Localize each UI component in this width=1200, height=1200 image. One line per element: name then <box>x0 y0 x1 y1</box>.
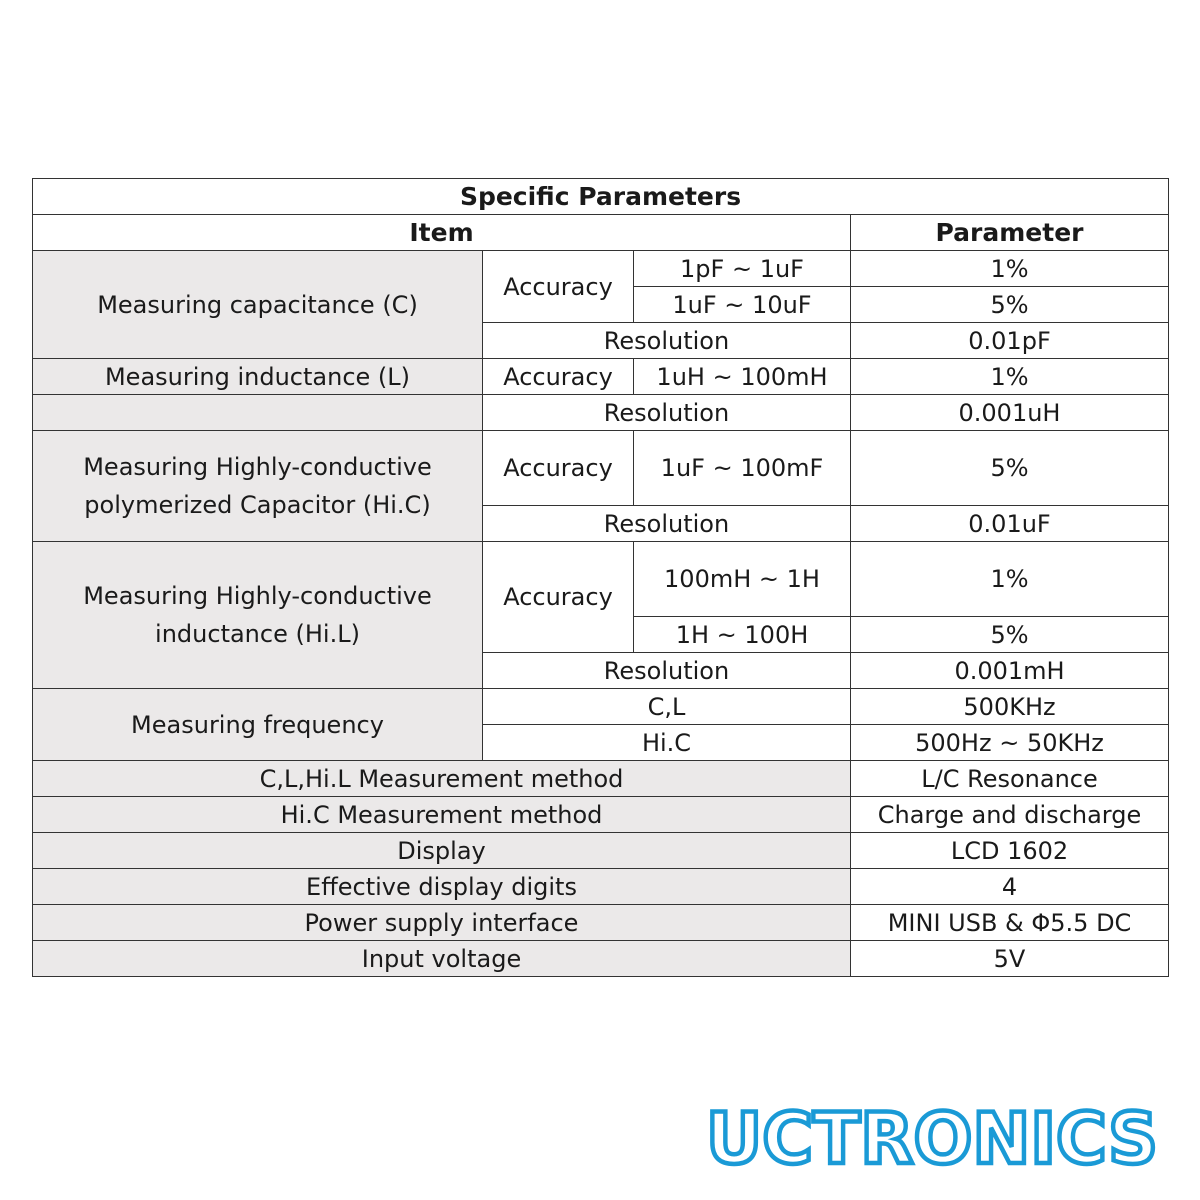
row-value: LCD 1602 <box>851 833 1169 869</box>
table-row <box>33 941 1169 977</box>
header-parameter: Parameter <box>851 215 1169 251</box>
hic-label-line-1: Measuring Highly-conductive <box>83 453 432 481</box>
hil-range-2: 1H ~ 100H <box>634 617 851 653</box>
capacitance-accuracy-label: Accuracy <box>483 251 634 323</box>
hil-accuracy-label: Accuracy <box>483 542 634 653</box>
hic-range-1: 1uF ~ 100mF <box>634 431 851 506</box>
row-value: L/C Resonance <box>851 761 1169 797</box>
hic-label-line-2: polymerized Capacitor (Hi.C) <box>84 491 431 519</box>
capacitance-resolution-label: Resolution <box>483 323 851 359</box>
row-item: Display <box>33 833 851 869</box>
row-value: 4 <box>851 869 1169 905</box>
specific-parameters-table <box>32 178 1169 977</box>
row-item: Hi.C Measurement method <box>33 797 851 833</box>
hil-label <box>33 542 483 689</box>
frequency-value-2: 500Hz ~ 50KHz <box>851 725 1169 761</box>
hic-resolution-label: Resolution <box>483 506 851 542</box>
frequency-sub-1: C,L <box>483 689 851 725</box>
row-item: Input voltage <box>33 941 851 977</box>
row-value: Charge and discharge <box>851 797 1169 833</box>
capacitance-label: Measuring capacitance (C) <box>33 251 483 359</box>
inductance-empty-cell <box>33 395 483 431</box>
inductance-resolution-label: Resolution <box>483 395 851 431</box>
frequency-sub-2: Hi.C <box>483 725 851 761</box>
inductance-label: Measuring inductance (L) <box>33 359 483 395</box>
capacitance-resolution-value: 0.01pF <box>851 323 1169 359</box>
table-row <box>33 869 1169 905</box>
capacitance-range-2: 1uF ~ 10uF <box>634 287 851 323</box>
hil-resolution-value: 0.001mH <box>851 653 1169 689</box>
logo-text: UCTRONICS <box>706 1105 1158 1171</box>
table-title: Specific Parameters <box>33 179 1169 215</box>
inductance-range-1: 1uH ~ 100mH <box>634 359 851 395</box>
frequency-label: Measuring frequency <box>33 689 483 761</box>
hic-resolution-value: 0.01uF <box>851 506 1169 542</box>
row-item: Power supply interface <box>33 905 851 941</box>
hil-label-line-2: inductance (Hi.L) <box>155 620 360 648</box>
hil-value-2: 5% <box>851 617 1169 653</box>
capacitance-value-1: 1% <box>851 251 1169 287</box>
header-item: Item <box>33 215 851 251</box>
row-item: Effective display digits <box>33 869 851 905</box>
capacitance-range-1: 1pF ~ 1uF <box>634 251 851 287</box>
hic-value-1: 5% <box>851 431 1169 506</box>
hil-range-1: 100mH ~ 1H <box>634 542 851 617</box>
inductance-accuracy-label: Accuracy <box>483 359 634 395</box>
row-item: C,L,Hi.L Measurement method <box>33 761 851 797</box>
hil-resolution-label: Resolution <box>483 653 851 689</box>
inductance-resolution-value: 0.001uH <box>851 395 1169 431</box>
table-row <box>33 797 1169 833</box>
uctronics-logo <box>702 1105 1162 1171</box>
hic-label <box>33 431 483 542</box>
inductance-value-1: 1% <box>851 359 1169 395</box>
table-row <box>33 833 1169 869</box>
row-value: 5V <box>851 941 1169 977</box>
hic-accuracy-label: Accuracy <box>483 431 634 506</box>
hil-value-1: 1% <box>851 542 1169 617</box>
frequency-value-1: 500KHz <box>851 689 1169 725</box>
table-row <box>33 761 1169 797</box>
row-value: MINI USB & Φ5.5 DC <box>851 905 1169 941</box>
table-row <box>33 905 1169 941</box>
hil-label-line-1: Measuring Highly-conductive <box>83 582 432 610</box>
capacitance-value-2: 5% <box>851 287 1169 323</box>
